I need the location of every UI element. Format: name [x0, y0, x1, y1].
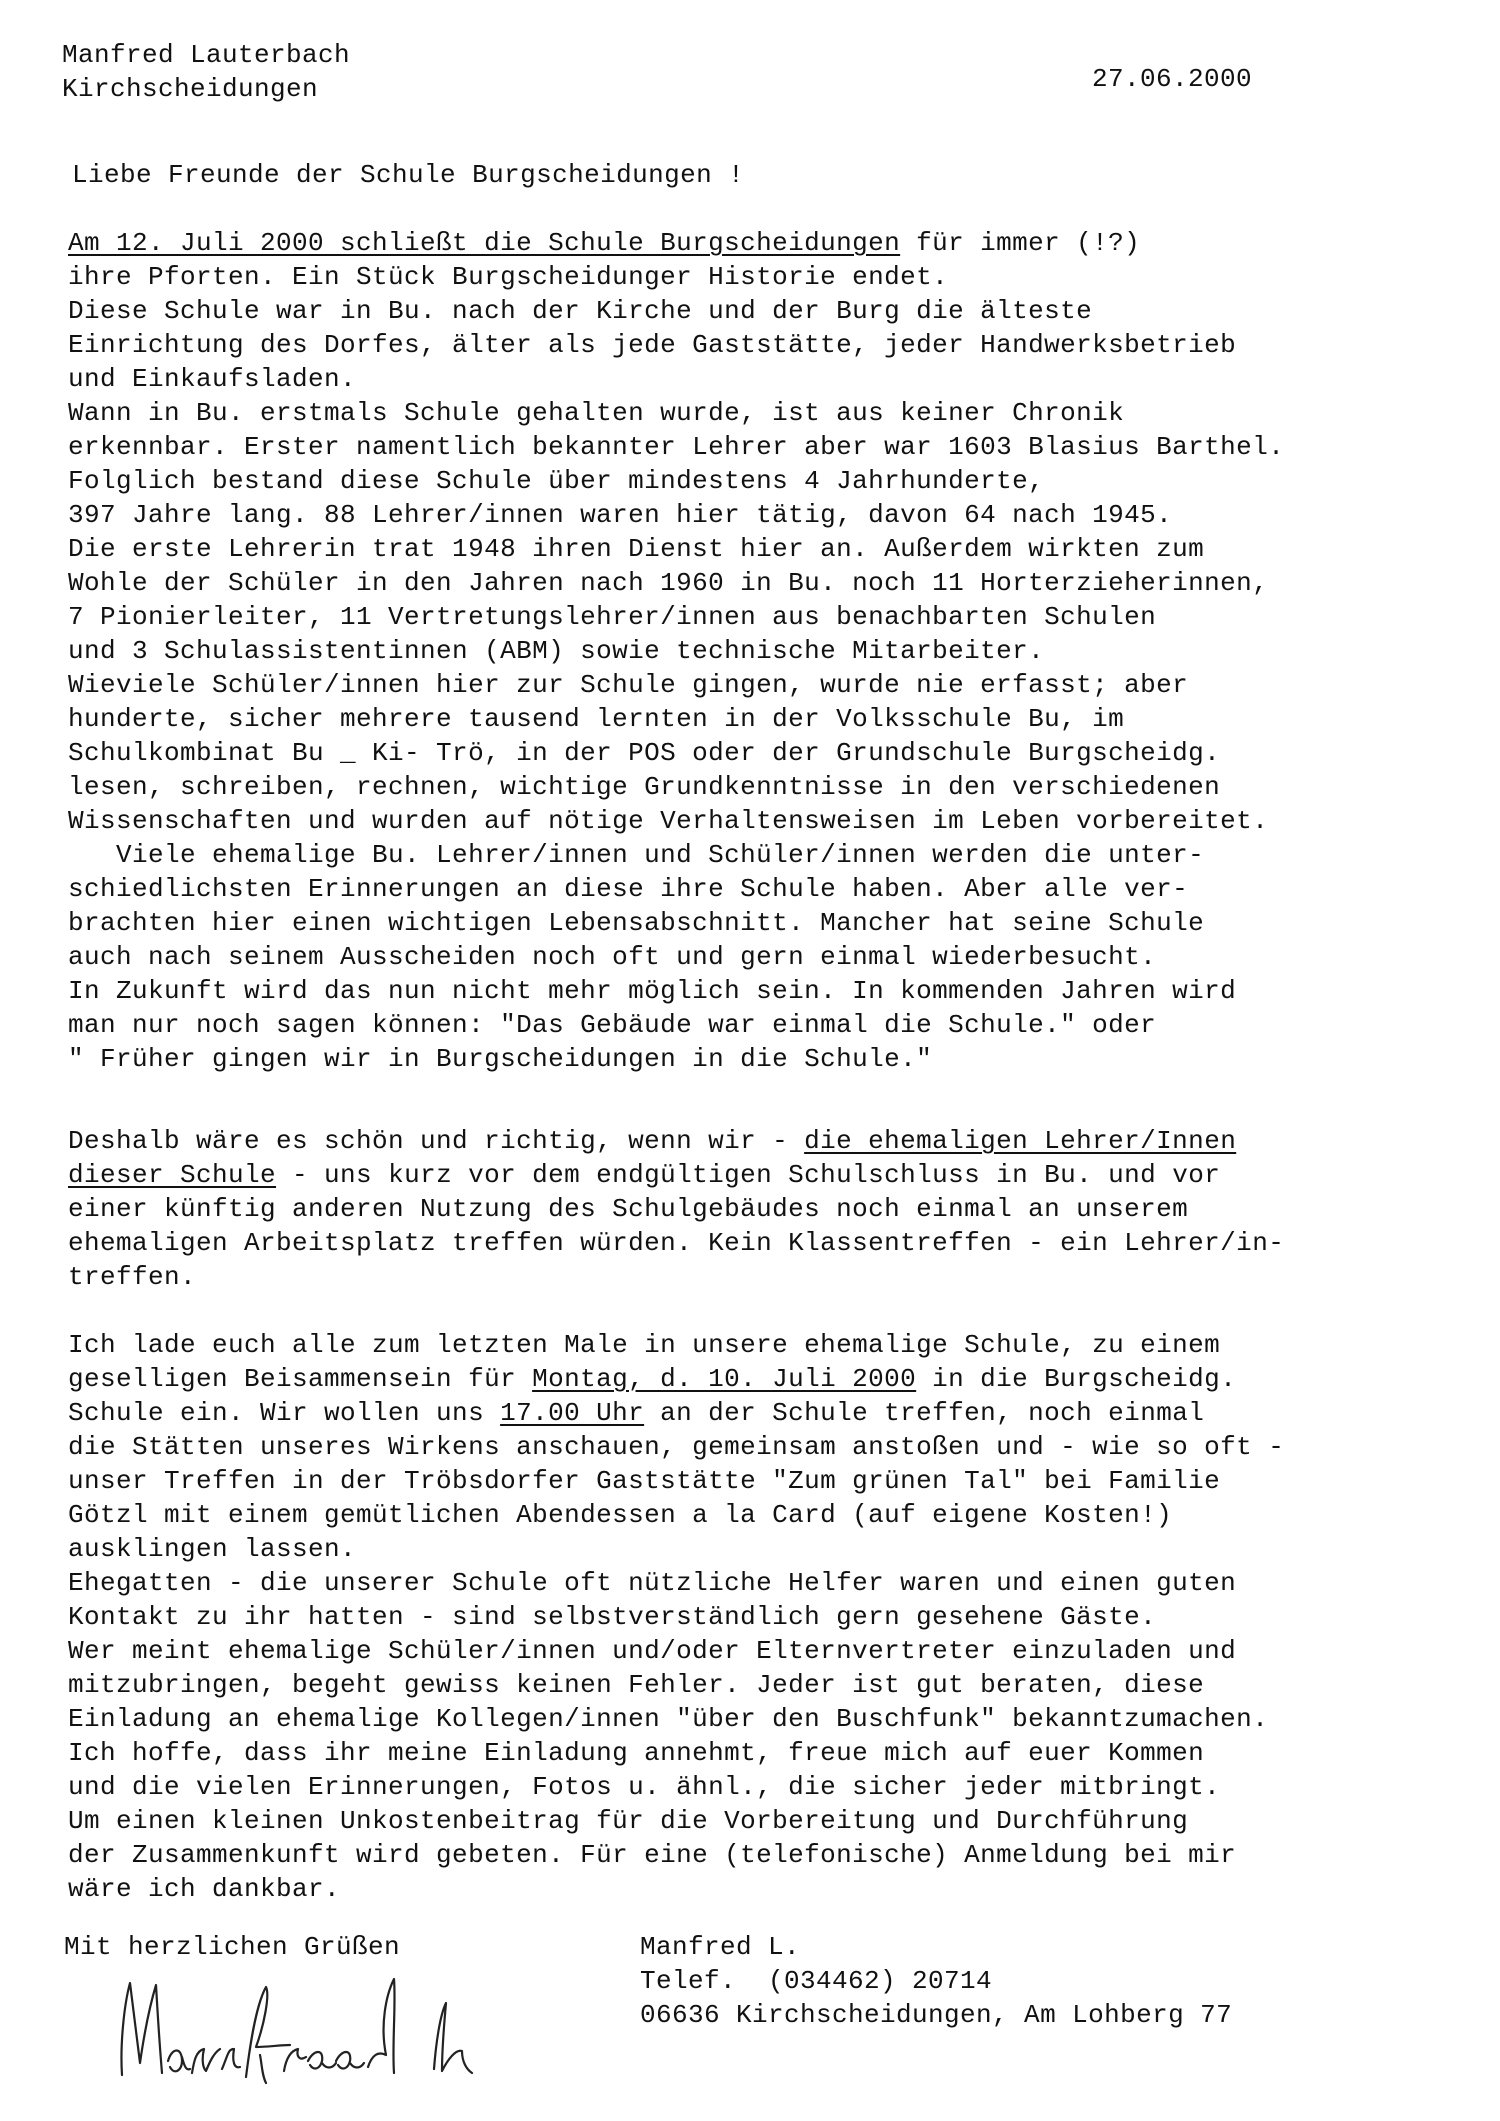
- text-line: und Einkaufsladen.: [68, 364, 357, 394]
- text-line: und die vielen Erinnerungen, Fotos u. ähnl., die sicher jeder mitbringt.: [68, 1772, 1221, 1802]
- meeting-date: Montag, d. 10. Juli 2000: [532, 1364, 917, 1394]
- text-line: man nur noch sagen können: "Das Gebäude war einmal die Schule." oder: [68, 1010, 1157, 1040]
- text-line: Götzl mit einem gemütlichen Abendessen a la Card (auf eigene Kosten!): [68, 1500, 1173, 1530]
- underlined-phrase: Am 12. Juli 2000 schließt die Schule Burgscheidungen: [68, 228, 901, 258]
- text-line: der Zusammenkunft wird gebeten. Für eine (telefonische) Anmeldung bei mir: [68, 1840, 1237, 1870]
- contact-block: [640, 1930, 1232, 2032]
- text-line: [68, 226, 1284, 260]
- text-line: Viele ehemalige Bu. Lehrer/innen und Schüler/innen werden die unter-: [68, 840, 1205, 870]
- text-line: Ich lade euch alle zum letzten Male in unsere ehemalige Schule, zu einem: [68, 1330, 1221, 1360]
- text-line: hunderte, sicher mehrere tausend lernten in der Volksschule Bu, im: [68, 704, 1125, 734]
- line-fragment: - uns kurz vor dem endgültigen Schulschluss in Bu. und vor: [276, 1160, 1221, 1190]
- text-line: Ehegatten - die unserer Schule oft nützliche Helfer waren und einen guten: [68, 1568, 1237, 1598]
- text-line: Kontakt zu ihr hatten - sind selbstverständlich gern gesehene Gäste.: [68, 1602, 1157, 1632]
- text-line: Wann in Bu. erstmals Schule gehalten wurde, ist aus keiner Chronik: [68, 398, 1125, 428]
- text-line: treffen.: [68, 1262, 197, 1292]
- text-line: wäre ich dankbar.: [68, 1874, 341, 1904]
- text-line: [68, 1124, 1284, 1158]
- text-line: Schulkombinat Bu _ Ki- Trö, in der POS oder der Grundschule Burgscheidg.: [68, 738, 1221, 768]
- text-line: Ich hoffe, dass ihr meine Einladung annehmt, freue mich auf euer Kommen: [68, 1738, 1205, 1768]
- text-line: 7 Pionierleiter, 11 Vertretungslehrer/innen aus benachbarten Schulen: [68, 602, 1157, 632]
- underlined-phrase: die ehemaligen Lehrer/Innen: [804, 1126, 1237, 1156]
- text-line: lesen, schreiben, rechnen, wichtige Grundkenntnisse in den verschiedenen: [68, 772, 1221, 802]
- text-line: [68, 1396, 1284, 1430]
- contact-name: Manfred L.: [640, 1932, 801, 1962]
- text-line: die Stätten unseres Wirkens anschauen, gemeinsam anstoßen und - wie so oft -: [68, 1432, 1285, 1462]
- text-line: schiedlichsten Erinnerungen an diese ihre Schule haben. Aber alle ver-: [68, 874, 1189, 904]
- line-fragment: in die Burgscheidg.: [916, 1364, 1237, 1394]
- text-line: Folglich bestand diese Schule über mindestens 4 Jahrhunderte,: [68, 466, 1045, 496]
- text-line: Wissenschaften und wurden auf nötige Verhaltensweisen im Leben vorbereitet.: [68, 806, 1269, 836]
- text-line: mitzubringen, begeht gewiss keinen Fehler. Jeder ist gut beraten, diese: [68, 1670, 1205, 1700]
- sender-town: Kirchscheidungen: [62, 74, 319, 104]
- sender-name: Manfred Lauterbach: [62, 40, 351, 70]
- letter-date: 27.06.2000: [1092, 64, 1253, 94]
- text-line: einer künftig anderen Nutzung des Schulgebäudes noch einmal an unserem: [68, 1194, 1189, 1224]
- text-line: [68, 1158, 1284, 1192]
- text-line: ausklingen lassen.: [68, 1534, 357, 1564]
- text-line: ihre Pforten. Ein Stück Burgscheidunger Historie endet.: [68, 262, 949, 292]
- paragraph-history: [68, 226, 1284, 1076]
- text-line: Diese Schule war in Bu. nach der Kirche und der Burg die älteste: [68, 296, 1093, 326]
- text-line: brachten hier einen wichtigen Lebensabschnitt. Mancher hat seine Schule: [68, 908, 1205, 938]
- text-line: ehemaligen Arbeitsplatz treffen würden. Kein Klassentreffen - ein Lehrer/in-: [68, 1228, 1285, 1258]
- text-line: 397 Jahre lang. 88 Lehrer/innen waren hier tätig, davon 64 nach 1945.: [68, 500, 1173, 530]
- line-fragment: geselligen Beisammensein für: [68, 1364, 533, 1394]
- text-line: Die erste Lehrerin trat 1948 ihren Dienst hier an. Außerdem wirkten zum: [68, 534, 1205, 564]
- text-line: Wer meint ehemalige Schüler/innen und/oder Elternvertreter einzuladen und: [68, 1636, 1237, 1666]
- sender-block: [62, 38, 350, 106]
- meeting-time: 17.00 Uhr: [500, 1398, 645, 1428]
- text-line: Einrichtung des Dorfes, älter als jede Gaststätte, jeder Handwerksbetrieb: [68, 330, 1237, 360]
- text-line: In Zukunft wird das nun nicht mehr möglich sein. In kommenden Jahren wird: [68, 976, 1237, 1006]
- underlined-phrase: dieser Schule: [68, 1160, 277, 1190]
- salutation: Liebe Freunde der Schule Burgscheidungen !: [72, 160, 745, 190]
- paragraph-meeting-idea: [68, 1124, 1284, 1294]
- text-line: und 3 Schulassistentinnen (ABM) sowie technische Mitarbeiter.: [68, 636, 1045, 666]
- text-line: Einladung an ehemalige Kollegen/innen "über den Buschfunk" bekanntzumachen.: [68, 1704, 1269, 1734]
- text-line: " Früher gingen wir in Burgscheidungen in die Schule.": [68, 1044, 933, 1074]
- text-line: Wohle der Schüler in den Jahren nach 1960 in Bu. noch 11 Horterzieherinnen,: [68, 568, 1269, 598]
- text-line: unser Treffen in der Tröbsdorfer Gaststätte "Zum grünen Tal" bei Familie: [68, 1466, 1221, 1496]
- text-line: erkennbar. Erster namentlich bekannter Lehrer aber war 1603 Blasius Barthel.: [68, 432, 1285, 462]
- closing-phrase: Mit herzlichen Grüßen: [64, 1932, 401, 1962]
- text-line: Um einen kleinen Unkostenbeitrag für die Vorbereitung und Durchführung: [68, 1806, 1189, 1836]
- text-line: Wieviele Schüler/innen hier zur Schule gingen, wurde nie erfasst; aber: [68, 670, 1189, 700]
- text-line: auch nach seinem Ausscheiden noch oft und gern einmal wiederbesucht.: [68, 942, 1157, 972]
- paragraph-invitation: [68, 1328, 1284, 1906]
- handwritten-signature: [110, 1965, 490, 2105]
- line-fragment: Schule ein. Wir wollen uns: [68, 1398, 501, 1428]
- line-fragment: für immer (!?): [900, 228, 1141, 258]
- line-fragment: Deshalb wäre es schön und richtig, wenn wir -: [68, 1126, 805, 1156]
- contact-address: 06636 Kirchscheidungen, Am Lohberg 77: [640, 2000, 1233, 2030]
- contact-phone: Telef. (034462) 20714: [640, 1966, 993, 1996]
- text-line: [68, 1362, 1284, 1396]
- line-fragment: an der Schule treffen, noch einmal: [644, 1398, 1205, 1428]
